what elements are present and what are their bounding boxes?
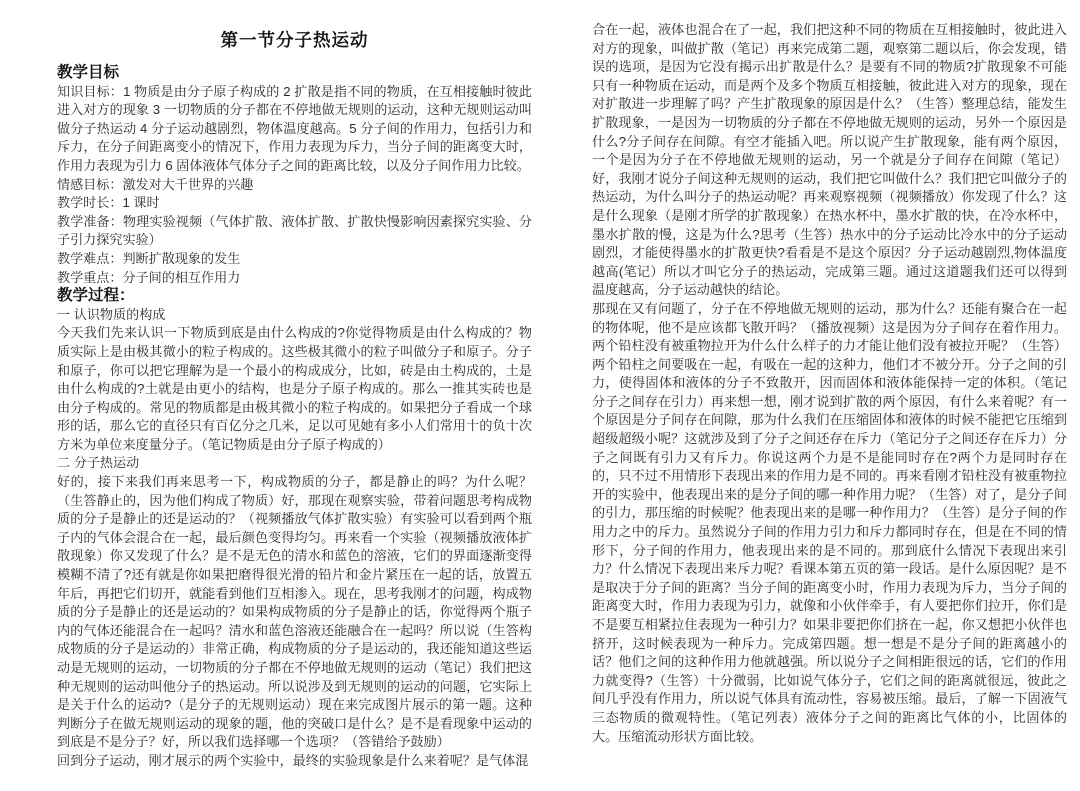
document-title: 第一节分子热运动 xyxy=(220,30,369,50)
paragraph: 情感目标：激发对大千世界的兴趣 xyxy=(57,176,254,192)
paragraph: 今天我们先来认识一下物质到底是由什么构成的?你觉得物质是由什么构成的？物质实际上是由极其微小的粒子构成的。这些极其微小的粒子叫做分子和原子。分子和原子，你可以把它理解为是一个最小的构成成分，比如，砖是由土构成的，土是由什么构成的?土就是由更小的结构，也是分子原子构成的。那么一推其实砖也是由分子构成的。常见的物质都是由极其微小的粒子构成的。如果把分子看成一个球形的话，那么它的直径只有百亿分之几米，足以可见她有多小人们常用十的负十次方米为单位来度量分子。（笔记物质是由分子原子构成的） xyxy=(57,325,532,452)
paragraph: 回到分子运动，刚才展示的两个实验中，最终的实验现象是什么来着呢？是气体混 xyxy=(57,752,529,768)
paragraph: 教学重点：分子间的相互作用力 xyxy=(57,269,241,285)
paragraph: 好的，接下来我们再来思考一下，构成物质的分子，都是静止的吗？为什么呢？（生答静止的，因为他们构成了物质）好，那现在观察实验，带着问题思考构成物质的分子是静止的还是运动的？（视频播放气体扩散实验）有实验可以看到两个瓶子内的气体会混合在一起，最后颜色变得均匀。再来看一个实验（视频播放液体扩散现象）你又发现了什么？是不是无色的清水和蓝色的溶液，它们的界面逐渐变得模糊不清了?还有就是你如果把磨得很光滑的铅片和金片紧压在一起的话，放置五年后，再把它们切开，就能看到他们互相渗入。现在，思考我刚才的问题，构成物质的分子是静止的还是运动的？如果构成物质的分子是静止的话，你觉得两个瓶子内的气体还能混合在一起吗？清水和蓝色溶液还能融合在一起吗？所以说（生答构成物质的分子是运动的）非常正确，构成物质的分子是运动的，我还能知道这些运动是无规则的运动，一切物质的分子都在不停地做无规则的运动（笔记）我们把这种无规则的运动叫他分子的热运动。所以说涉及到无规则的运动的问题，它实际上是关于什么的运动?（是分子的无规则运动）现在来完成图片展示的第一题。这种判断分子在做无规则运动的现象的题，他的突破口是什么？是不是看现象中运动的到底是不是分子？好，所以我们选择哪一个选项？（答错给予鼓励） xyxy=(57,474,532,750)
paragraph: 教学准备：物理实验视频（气体扩散、液体扩散、扩散快慢影响因素探究实验、分子引力探究实验） xyxy=(57,213,532,248)
paragraph: 那现在又有问题了，分子在不停地做无规则的运动，那为什么？还能有聚合在一起的物体呢，他不是应该都飞散开吗？（播放视频）这是因为分子间存在着作用力。两个铅柱没有被重物拉开为什么什么样子的力才能让他们没有被拉开呢？（生答）两个铅柱之间要吸在一起，有吸在一起的这种力，他们才不被分开。分子之间的引力，使得固体和液体的分子不致散开，因而固体和液体能保持一定的体积。（笔记分子之间存在引力）再来想一想，刚才说到扩散的两个原因，有什么来着呢？有一个原因是分子间存在间隙，那为什么我们在压缩固体和液体的时候不能把它压缩到超级超级小呢？这就涉及到了分子之间还存在斥力（笔记分子之间还存在斥力）分子之间既有引力又有斥力。你说这两个力是不是能同时存在?两个力是同时存在的，只不过不用情形下表现出来的作用力是不同的。再来看刚才铅柱没有被重物拉开的实验中，他表现出来的是分子间的哪一种作用力呢？（生答）对了，是分子间的引力，那压缩的时候呢？他表现出来的是哪一种作用力？（生答）是分子间的作用力之中的斥力。虽然说分子间的作用力引力和斥力都同时存在，但是在不同的情形下，分子间的作用力，他表现出来的是不同的。那到底什么情况下表现出来引力？什么情况下表现出来斥力呢？看课本第五页的第一段话。是什么原因呢？是不是取决于分子间的距离？当分子间的距离变小时，作用力表现为斥力，当分子间的距离变大时，作用力表现为引力，就像和小伙伴牵手，有人要把你们拉开，你们是不是要互相紧拉住表现为一种引力？如果非要把你们挤在一起，你又想把小伙伴也挤开，这时候表现为一种斥力。完成第四题。想一想是不是分子间的距离越小的话？他们之间的这种作用力他就越强。所以说分子之间相距很远的话，它们的作用力就变得?（生答）十分微弱，比如说气体分子，它们之间的距离就很远，彼此之间几乎没有作用力，所以说气体具有流动性，容易被压缩。最后，了解一下固液气三态物质的微观特性。（笔记列表）液体分子之间的距离比气体的小，比固体的大。压缩流动形状方面比较。 xyxy=(592,300,1067,744)
paragraph: 合在一起，液体也混合在了一起，我们把这种不同的物质在互相接触时，彼此进入对方的现象，叫做扩散（笔记）再来完成第二题，观察第二题以后，你会发现，错误的选项，是因为它没有揭示出扩散是什么？是要有不同的物质?扩散现象不可能只有一种物质在运动，而是两个及多个物质互相接触，彼此进入对方的现象，现在对扩散进一步理解了吗？产生扩散现象的原因是什么？（生答）整理总结，能发生扩散现象，一是因为一切物质的分子都在不停地做无规则的运动，另外一个原因是什么?分子间存在间隙。有空才能插入吧。所以说产生扩散现象，能有两个原因，一个是因为分子在不停地做无规则的运动，另一个就是分子间存在间隙（笔记）好，我刚才说分子间这种无规则的运动，我们把它叫做什么？我们把它叫做分子的热运动，为什么叫分子的热运动呢？再来观察视频（视频播放）你发现了什么？这是什么现象（是刚才所学的扩散现象）在热水杯中，墨水扩散的快，在冷水杯中，墨水扩散的慢，这是为什么?思考（生答）热水中的分子运动比冷水中的分子运动剧烈，才能使得墨水的扩散更快?看看是不是这个原因？分子运动越剧烈,物体温度越高(笔记）所以才叫它分子的热运动，完成第三题。通过这道题我们还可以得到温度越高，分子运动越快的结论。 xyxy=(592,22,1067,298)
section-heading: 教学过程： xyxy=(57,287,135,305)
section-heading: 教学目标 xyxy=(57,64,120,81)
left-column xyxy=(57,0,532,771)
paragraph: 一 认识物质的构成 xyxy=(57,306,166,322)
right-column xyxy=(592,21,1067,746)
paragraph: 二 分子热运动 xyxy=(57,455,140,471)
paragraph: 教学难点：判断扩散现象的发生 xyxy=(57,250,241,266)
paragraph: 知识目标：1 物质是由分子原子构成的 2 扩散是指不同的物质，在互相接触时彼此进入对方的现象 3 一切物质的分子都在不停地做无规则的运动，这种无规则运动叫做分子热运动 4 分子运动越剧烈，物体温度越高。5 分子间的作用力，包括引力和斥力，在分子间距离变小的情况下，作用力表现为斥力，当分子间的距离变大时，作用力表现为引力 6 固体液体气体分子之间的距离比较，以及分子间作用力比较。 xyxy=(57,83,532,173)
left-column-content xyxy=(57,64,532,771)
paragraph: 教学时长：1 课时 xyxy=(57,195,160,211)
